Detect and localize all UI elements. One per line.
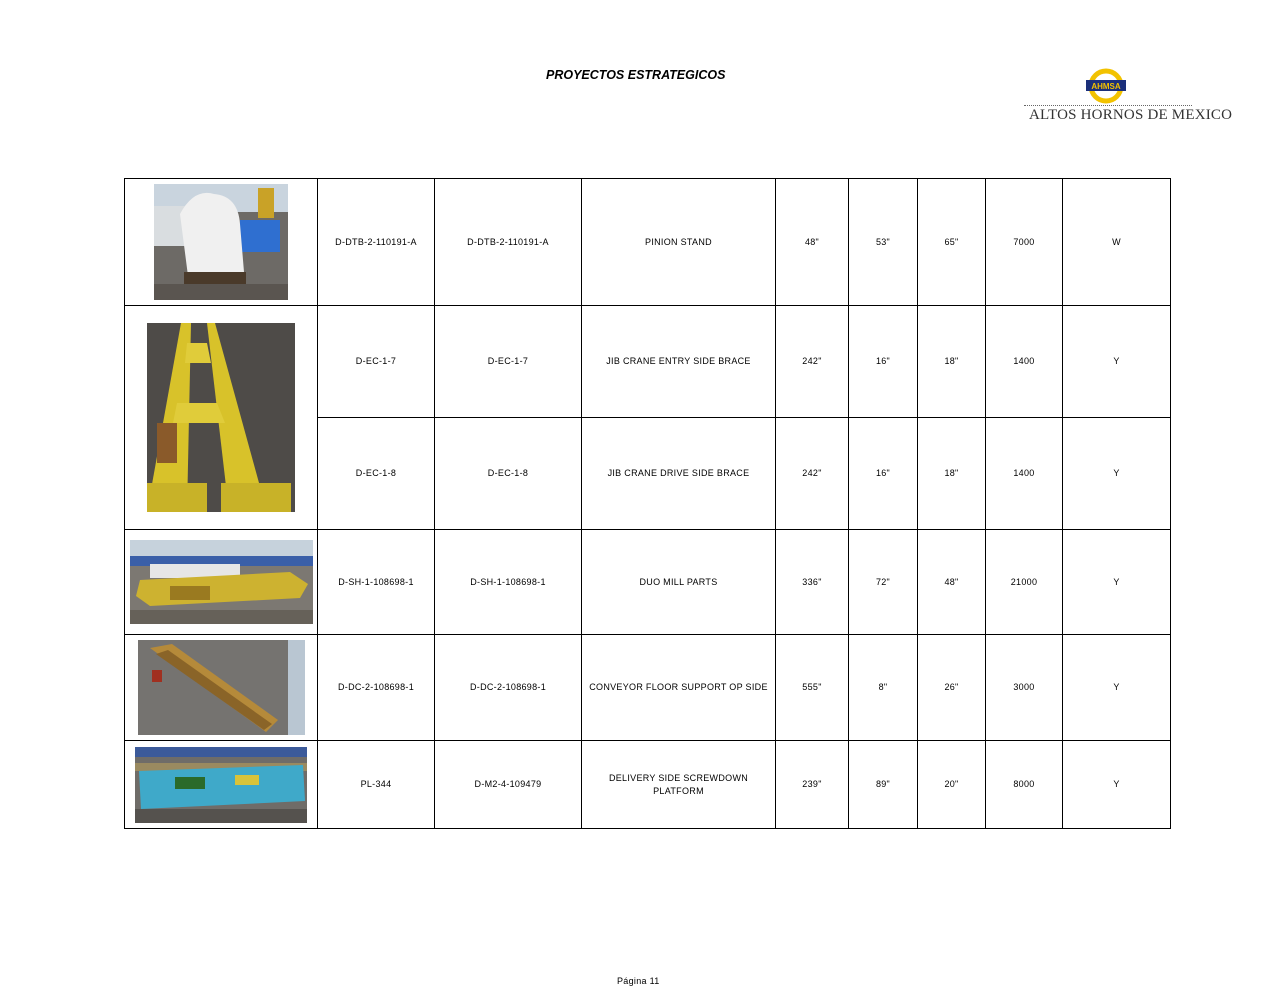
part-number: D-SH-1-108698-1 (318, 530, 435, 635)
duo-mill-parts-photo (130, 540, 313, 624)
status: W (1063, 179, 1171, 306)
photo-cell (125, 306, 318, 530)
length: 555" (776, 635, 849, 741)
weight: 21000 (986, 530, 1063, 635)
height: 26" (918, 635, 986, 741)
width: 8" (849, 635, 918, 741)
description: CONVEYOR FLOOR SUPPORT OP SIDE (582, 635, 776, 741)
weight: 1400 (986, 306, 1063, 418)
status: Y (1063, 741, 1171, 829)
weight: 1400 (986, 418, 1063, 530)
status: Y (1063, 635, 1171, 741)
width: 16" (849, 418, 918, 530)
parts-table (124, 178, 1171, 829)
table-row (125, 741, 1171, 829)
description: JIB CRANE DRIVE SIDE BRACE (582, 418, 776, 530)
photo-cell (125, 179, 318, 306)
status: Y (1063, 418, 1171, 530)
weight: 7000 (986, 179, 1063, 306)
length: 242" (776, 306, 849, 418)
logo-divider (1024, 105, 1192, 106)
length: 242" (776, 418, 849, 530)
table-row (125, 306, 1171, 418)
width: 53" (849, 179, 918, 306)
drawing-number: D-DTB-2-110191-A (435, 179, 582, 306)
svg-text:AHMSA: AHMSA (1091, 82, 1121, 91)
pinion-stand-photo (154, 184, 288, 300)
part-number: D-DTB-2-110191-A (318, 179, 435, 306)
photo-cell (125, 530, 318, 635)
ahmsa-emblem-icon (1086, 68, 1126, 104)
length: 48" (776, 179, 849, 306)
description: PINION STAND (582, 179, 776, 306)
weight: 3000 (986, 635, 1063, 741)
length: 239" (776, 741, 849, 829)
width: 16" (849, 306, 918, 418)
part-number: D-EC-1-8 (318, 418, 435, 530)
drawing-number: D-SH-1-108698-1 (435, 530, 582, 635)
jib-crane-braces-photo (147, 323, 295, 512)
photo-cell (125, 635, 318, 741)
part-number: PL-344 (318, 741, 435, 829)
screwdown-platform-photo (135, 747, 307, 823)
drawing-number: D-M2-4-109479 (435, 741, 582, 829)
drawing-number: D-EC-1-8 (435, 418, 582, 530)
width: 72" (849, 530, 918, 635)
part-number: D-EC-1-7 (318, 306, 435, 418)
ahmsa-logo (1024, 66, 1233, 128)
height: 20" (918, 741, 986, 829)
description: JIB CRANE ENTRY SIDE BRACE (582, 306, 776, 418)
page-title: PROYECTOS ESTRATEGICOS (546, 68, 726, 82)
conveyor-floor-support-photo (138, 640, 305, 735)
table-row (125, 635, 1171, 741)
description: DELIVERY SIDE SCREWDOWN PLATFORM (582, 741, 776, 829)
weight: 8000 (986, 741, 1063, 829)
description: DUO MILL PARTS (582, 530, 776, 635)
length: 336" (776, 530, 849, 635)
height: 18" (918, 418, 986, 530)
height: 65" (918, 179, 986, 306)
logo-wordmark: ALTOS HORNOS DE MEXICO (1029, 107, 1233, 123)
status: Y (1063, 306, 1171, 418)
height: 18" (918, 306, 986, 418)
drawing-number: D-DC-2-108698-1 (435, 635, 582, 741)
drawing-number: D-EC-1-7 (435, 306, 582, 418)
table-row (125, 179, 1171, 306)
part-number: D-DC-2-108698-1 (318, 635, 435, 741)
table-row (125, 530, 1171, 635)
status: Y (1063, 530, 1171, 635)
width: 89" (849, 741, 918, 829)
page-number: Página 11 (617, 976, 660, 986)
height: 48" (918, 530, 986, 635)
photo-cell (125, 741, 318, 829)
